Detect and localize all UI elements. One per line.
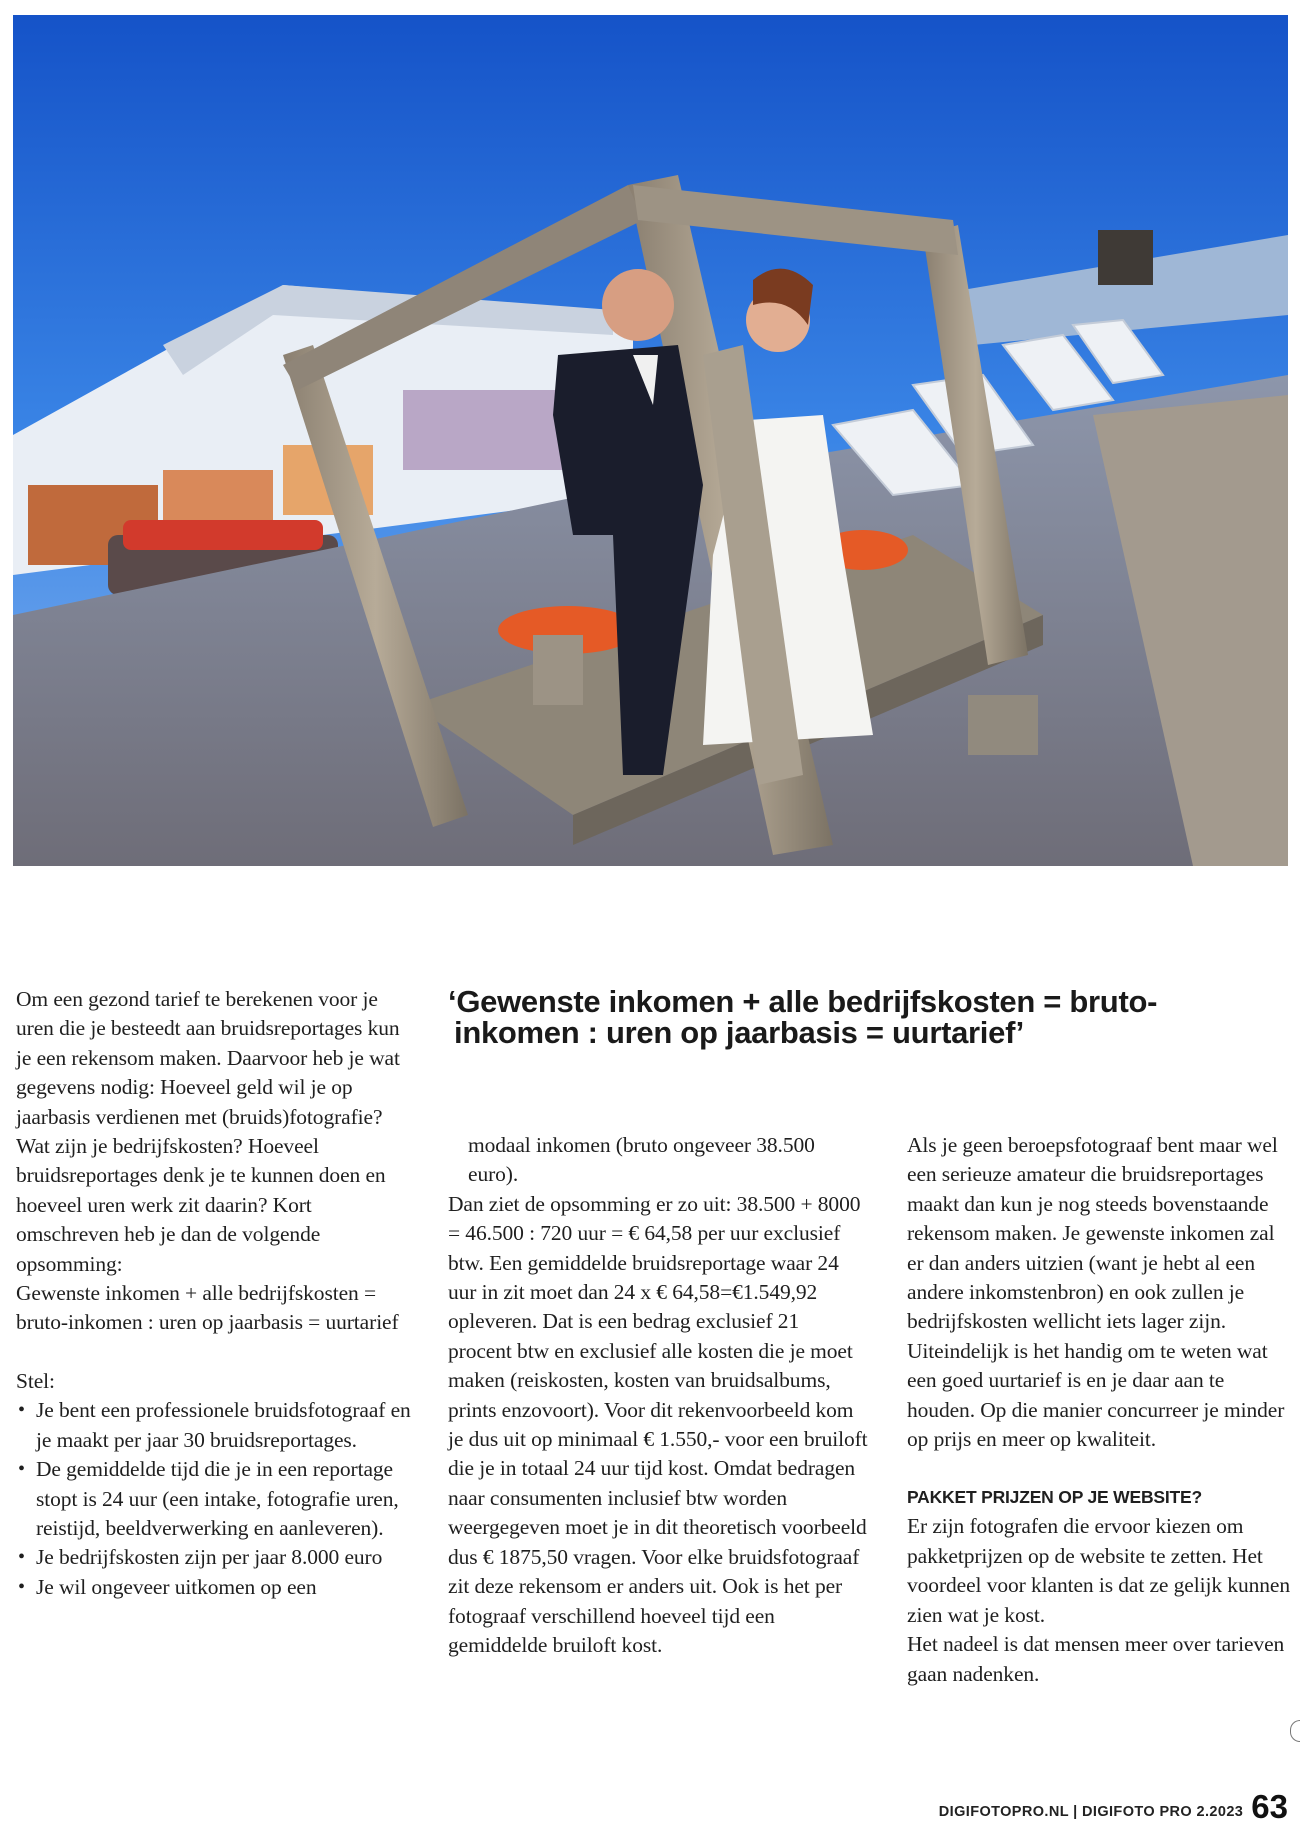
calculation-paragraph: Dan ziet de opsomming er zo uit: 38.500 + 8000 = 46.500 : 720 uur = € 64,58 per uur exclusief btw. Een gemiddelde bruidsreportage waar 24 uur in zit moet dan 24 x € 64,58=€1.549,92 opleveren. Dat is een bedrag exclusief 21 procent btw en exclusief alle kosten die je moet maken (reiskosten, kosten van bruidsalbums, prints enzovoort). Voor dit rekenvoorbeeld kom je dus uit op minimaal € 1.550,- voor een bruiloft die je in totaal 24 uur tijd kost. Omdat bedragen naar consumenten inclusief btw worden weergegeven moet je in dit theoretisch voorbeeld dus € 1875,50 vragen. Voor elke bruidsfotograaf zit deze rekensom er anders uit. Ook is het per fotograaf verschillend hoeveel tijd een gemiddelde bruiloft kost. bbox=[448, 1191, 868, 1657]
wedding-photo-illustration bbox=[13, 15, 1288, 866]
assumption-list bbox=[16, 1396, 411, 1602]
list-item: • Je bedrijfskosten zijn per jaar 8.000 euro bbox=[16, 1543, 411, 1572]
pull-quote bbox=[448, 986, 1278, 1048]
column-2 bbox=[448, 1131, 868, 1660]
package-paragraph: Er zijn fotografen die ervoor kiezen om pakketprijzen op de website te zetten. Het voordeel voor klanten is dat ze gelijk kunnen zien wat je kost. bbox=[907, 1514, 1290, 1627]
intro-paragraph: Om een gezond tarief te berekenen voor je uren die je besteedt aan bruidsreportages kun je een rekensom maken. Daarvoor heb je wat gegevens nodig: Hoeveel geld wil je op jaarbasis verdienen met (bruids)fotografie? Wat zijn je bedrijfskosten? Hoeveel bruidsreportages denk je te kunnen doen en hoeveel uren werk zit daarin? Kort omschreven heb je dan de volgende opsomming: bbox=[16, 987, 400, 1276]
list-item: • De gemiddelde tijd die je in een reportage stopt is 24 uur (een intake, fotografie uren, reistijd, beeldverwerking en aanleveren). bbox=[16, 1455, 411, 1543]
list-item: • Je wil ongeveer uitkomen op een bbox=[16, 1573, 411, 1602]
page-number: 63 bbox=[1251, 1788, 1288, 1825]
pull-quote-line-2: inkomen : uren op jaarbasis = uurtarief’ bbox=[454, 1015, 1024, 1050]
page-footer bbox=[939, 1790, 1288, 1824]
page-edge-marker bbox=[1290, 1720, 1300, 1742]
spacer bbox=[16, 1338, 411, 1367]
column-3 bbox=[907, 1131, 1292, 1689]
section-heading: PAKKET PRIJZEN OP JE WEBSITE? bbox=[907, 1487, 1202, 1508]
list-item: • Je bent een professionele bruidsfotograaf en je maakt per jaar 30 bruidsreportages. bbox=[16, 1396, 411, 1455]
formula-paragraph: Gewenste inkomen + alle bedrijfskosten = bruto-inkomen : uren op jaarbasis = uurtarief bbox=[16, 1281, 399, 1335]
pull-quote-line-1: ‘Gewenste inkomen + alle bedrijfskosten = bruto- bbox=[448, 984, 1158, 1019]
stel-label: Stel: bbox=[16, 1368, 55, 1393]
footer-site: DIGIFOTOPRO.NL | DIGIFOTO PRO 2.2023 bbox=[938, 1804, 1244, 1820]
amateur-paragraph: Als je geen beroepsfotograaf bent maar wel een serieuze amateur die bruidsreportages maakt dan kun je nog steeds bovenstaande rekensom maken. Je gewenste inkomen zal er dan anders uitzien (want je hebt al een andere inkomstenbron) en ook zullen je bedrijfskosten wellicht iets lager zijn. Uiteindelijk is het handig om te weten wat een goed uurtarief is en je daar aan te houden. Op die manier concurreer je minder op prijs en meer op kwaliteit. bbox=[907, 1133, 1285, 1452]
wedding-photo bbox=[13, 15, 1288, 866]
list-continuation: modaal inkomen (bruto ongeveer 38.500 euro). bbox=[468, 1133, 815, 1187]
drawback-paragraph: Het nadeel is dat mensen meer over tarieven gaan nadenken. bbox=[907, 1632, 1285, 1686]
column-1 bbox=[16, 985, 411, 1602]
